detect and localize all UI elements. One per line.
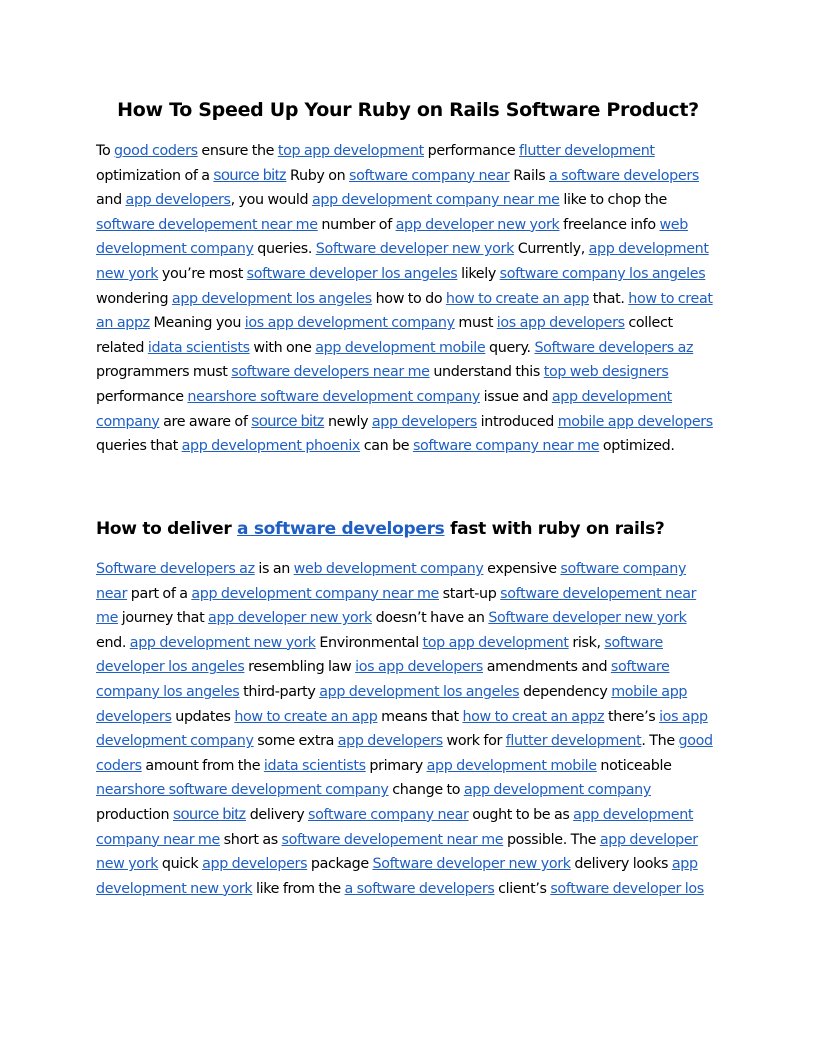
hyperlink[interactable]: how to creat an appz bbox=[462, 708, 605, 725]
text-run: freelance info bbox=[559, 216, 660, 233]
hyperlink[interactable]: mobile app developers bbox=[96, 683, 688, 725]
text-run: updates bbox=[171, 708, 235, 725]
hyperlink[interactable]: ios app development company bbox=[244, 315, 455, 332]
hyperlink[interactable]: ios app developers bbox=[496, 315, 625, 332]
text-run: issue and bbox=[479, 388, 552, 405]
text-run: Meaning you bbox=[149, 315, 245, 332]
hyperlink[interactable]: app developers bbox=[337, 733, 443, 750]
text-run: production bbox=[96, 806, 173, 823]
text-run: resembling law bbox=[244, 659, 356, 676]
hyperlink[interactable]: software developer los angeles bbox=[96, 634, 663, 676]
hyperlink[interactable]: software developement near me bbox=[96, 216, 318, 233]
text-run: and bbox=[96, 192, 126, 209]
text-run: work for bbox=[442, 733, 506, 750]
body-paragraph bbox=[96, 557, 720, 901]
text-run: queries. bbox=[253, 241, 316, 258]
hyperlink[interactable]: how to create an app bbox=[445, 290, 590, 307]
section-heading bbox=[96, 519, 720, 539]
hyperlink[interactable]: software company los angeles bbox=[499, 265, 706, 282]
text-run: Environmental bbox=[315, 634, 423, 651]
text-run: you’re most bbox=[158, 265, 247, 282]
hyperlink[interactable]: app development company bbox=[96, 388, 672, 430]
text-run: queries that bbox=[96, 438, 182, 455]
text-run: journey that bbox=[118, 610, 209, 627]
hyperlink[interactable]: how to creat an appz bbox=[96, 290, 713, 332]
hyperlink[interactable]: Software developers az bbox=[534, 339, 694, 356]
hyperlink[interactable]: Software developer new york bbox=[315, 241, 515, 258]
text-run: start-up bbox=[438, 585, 501, 602]
hyperlink[interactable]: app developer new york bbox=[395, 216, 560, 233]
text-run: delivery looks bbox=[570, 856, 672, 873]
hyperlink[interactable]: app development los angeles bbox=[171, 290, 372, 307]
hyperlink[interactable]: a software developers bbox=[344, 880, 495, 897]
text-run: with one bbox=[249, 339, 316, 356]
hyperlink[interactable]: nearshore software development company bbox=[187, 388, 480, 405]
hyperlink[interactable]: app development company near me bbox=[191, 585, 439, 602]
text-run: ensure the bbox=[197, 143, 278, 159]
hyperlink[interactable]: app development new york bbox=[129, 634, 316, 651]
text-run: . The bbox=[641, 733, 679, 750]
text-run: ought to be as bbox=[468, 806, 574, 823]
text-run: can be bbox=[360, 438, 413, 455]
text-run: must bbox=[454, 315, 497, 332]
text-run: likely bbox=[457, 265, 500, 282]
hyperlink[interactable]: app development mobile bbox=[315, 339, 486, 356]
text-run: number of bbox=[317, 216, 396, 233]
text-run: optimized. bbox=[599, 438, 675, 455]
hyperlink[interactable]: app development new york bbox=[96, 241, 709, 282]
heading-link[interactable]: a software developers bbox=[237, 519, 445, 539]
hyperlink[interactable]: software developer los bbox=[550, 880, 704, 897]
hyperlink[interactable]: app development company near me bbox=[96, 806, 694, 848]
text-run: means that bbox=[377, 708, 463, 725]
text-run: amount from the bbox=[141, 757, 264, 774]
text-run: performance bbox=[423, 143, 520, 159]
hyperlink[interactable]: software company near me bbox=[412, 438, 600, 455]
text-run: programmers must bbox=[96, 364, 232, 381]
page-title: How To Speed Up Your Ruby on Rails Software Product? bbox=[117, 99, 699, 121]
hyperlink[interactable]: app developers bbox=[202, 856, 308, 873]
hyperlink[interactable]: software developer los angeles bbox=[246, 265, 458, 282]
hyperlink[interactable]: top web designers bbox=[543, 364, 669, 381]
text-run: third-party bbox=[239, 683, 320, 700]
text-run: expensive bbox=[483, 561, 561, 577]
hyperlink[interactable]: nearshore software development company bbox=[96, 782, 389, 799]
hyperlink[interactable]: ios app development company bbox=[96, 708, 708, 750]
hyperlink[interactable]: source bitz bbox=[172, 805, 246, 823]
hyperlink[interactable]: software company near bbox=[96, 561, 687, 602]
text-run: change to bbox=[388, 782, 464, 799]
hyperlink[interactable]: software developement near me bbox=[281, 831, 504, 848]
text-run: some extra bbox=[253, 733, 338, 750]
hyperlink[interactable]: source bitz bbox=[251, 412, 325, 430]
text-run: Rails bbox=[509, 167, 549, 184]
text-run: , you would bbox=[230, 192, 312, 209]
hyperlink[interactable]: software company los angeles bbox=[96, 659, 670, 700]
hyperlink[interactable]: Software developer new york bbox=[372, 856, 571, 873]
hyperlink[interactable]: app development company bbox=[463, 782, 651, 799]
hyperlink[interactable]: source bitz bbox=[213, 166, 287, 184]
hyperlink[interactable]: a software developers bbox=[549, 167, 699, 184]
hyperlink[interactable]: app developer new york bbox=[96, 831, 698, 873]
hyperlink[interactable]: app developers bbox=[125, 192, 231, 209]
text-run: wondering bbox=[96, 290, 172, 307]
hyperlink[interactable]: mobile app developers bbox=[557, 413, 713, 430]
text-run: delivery bbox=[246, 806, 309, 823]
text-run: quick bbox=[158, 856, 203, 873]
text-run: noticeable bbox=[596, 757, 672, 774]
text-run: Currently, bbox=[514, 241, 589, 258]
hyperlink[interactable]: flutter development bbox=[505, 733, 642, 750]
heading-text-before: How to deliver bbox=[96, 519, 238, 539]
hyperlink[interactable]: software developement near me bbox=[96, 585, 697, 627]
text-run: is an bbox=[254, 561, 294, 577]
hyperlink[interactable]: how to create an app bbox=[234, 708, 378, 725]
text-run: query. bbox=[485, 339, 535, 356]
hyperlink[interactable]: top app development bbox=[277, 143, 424, 159]
text-run: amendments and bbox=[483, 659, 611, 676]
hyperlink[interactable]: Software developers az bbox=[96, 561, 255, 577]
text-run: package bbox=[307, 856, 373, 873]
heading-text-after: fast with ruby on rails? bbox=[444, 519, 665, 539]
text-run: understand this bbox=[429, 364, 544, 381]
text-run: To bbox=[96, 143, 115, 159]
hyperlink[interactable]: top app development bbox=[422, 634, 569, 651]
hyperlink[interactable]: app development mobile bbox=[426, 757, 597, 774]
hyperlink[interactable]: software developers near me bbox=[231, 364, 430, 381]
text-run: Ruby on bbox=[286, 167, 350, 184]
hyperlink[interactable]: Software developer new york bbox=[488, 610, 687, 627]
hyperlink[interactable]: idata scientists bbox=[147, 339, 250, 356]
text-run: part of a bbox=[127, 585, 192, 602]
text-run: introduced bbox=[476, 413, 558, 430]
text-run: possible. The bbox=[503, 831, 600, 848]
text-run: newly bbox=[324, 413, 372, 430]
text-run: like to chop the bbox=[559, 192, 667, 209]
text-run: primary bbox=[365, 757, 427, 774]
hyperlink[interactable]: app development company near me bbox=[311, 192, 560, 209]
hyperlink[interactable]: flutter development bbox=[519, 143, 655, 159]
hyperlink[interactable]: app development phoenix bbox=[181, 438, 361, 455]
hyperlink[interactable]: web development company bbox=[96, 216, 688, 258]
text-run: optimization of a bbox=[96, 167, 214, 184]
text-run: dependency bbox=[519, 683, 612, 700]
hyperlink[interactable]: ios app developers bbox=[355, 659, 483, 676]
text-run: short as bbox=[219, 831, 282, 848]
hyperlink[interactable]: idata scientists bbox=[263, 757, 366, 774]
text-run: collect related bbox=[96, 315, 673, 356]
text-run: are aware of bbox=[159, 413, 252, 430]
text-run: there’s bbox=[604, 708, 660, 725]
hyperlink[interactable]: good coders bbox=[114, 143, 198, 159]
hyperlink[interactable]: app developers bbox=[371, 413, 477, 430]
text-run: like from the bbox=[252, 880, 345, 897]
text-run: risk, bbox=[568, 634, 605, 651]
hyperlink[interactable]: app development los angeles bbox=[319, 683, 520, 700]
intro-paragraph bbox=[96, 139, 720, 459]
hyperlink[interactable]: app developer new york bbox=[208, 610, 372, 627]
hyperlink[interactable]: web development company bbox=[293, 561, 484, 577]
text-run: that. bbox=[589, 290, 629, 307]
text-run: client’s bbox=[494, 880, 551, 897]
hyperlink[interactable]: app development new york bbox=[96, 856, 698, 897]
hyperlink[interactable]: software company near bbox=[349, 167, 510, 184]
hyperlink[interactable]: good coders bbox=[96, 733, 713, 774]
hyperlink[interactable]: software company near bbox=[308, 806, 469, 823]
text-run: performance bbox=[96, 388, 188, 405]
text-run: how to do bbox=[371, 290, 446, 307]
text-run: doesn’t have an bbox=[371, 610, 489, 627]
text-run: end. bbox=[96, 634, 130, 651]
